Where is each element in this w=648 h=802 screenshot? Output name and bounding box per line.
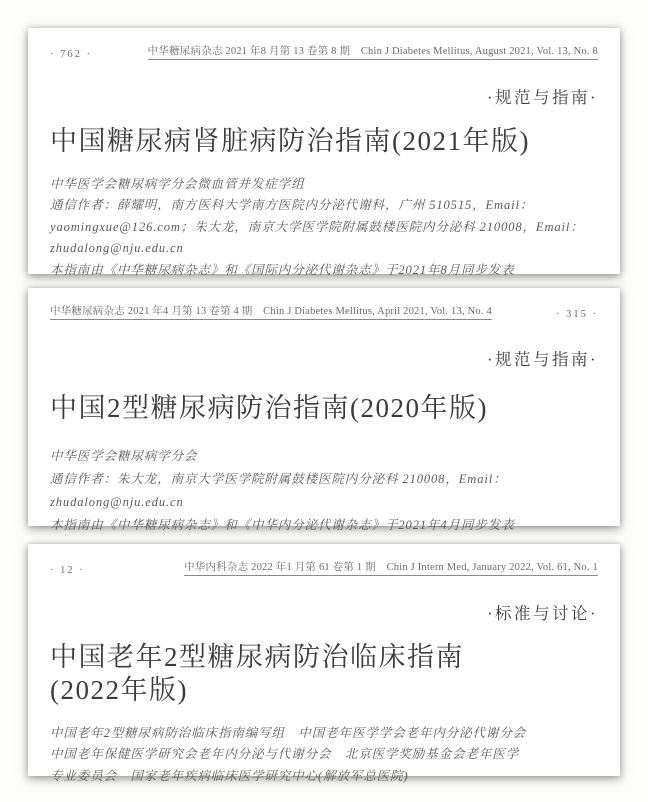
author-line: 通信作者：薛耀明，南方医科大学南方医院内分泌代谢科，广州 510515，Email：: [50, 198, 534, 213]
author-line: 通信作者：朱大龙，南京大学医学院附属鼓楼医院内分泌科 210008，Email：: [50, 472, 507, 487]
author-line: 中华医学会糖尿病学分会: [50, 448, 198, 463]
author-block: [50, 445, 598, 538]
article-title: 中国2型糖尿病防治指南(2020年版): [50, 393, 488, 423]
journal-citation-line: 中华糖尿病杂志 2021 年4 月第 13 卷第 4 期 Chin J Diabetes Mellitus, April 2021, Vol. 13, No. 4: [50, 303, 492, 320]
page-number: · 12 ·: [50, 565, 85, 576]
author-line: 本指南由《中华糖尿病杂志》和《中华内分泌代谢杂志》于2021年4月同步发表: [50, 518, 515, 533]
article-card-dkd-2021: [28, 28, 620, 277]
author-line: zhudalong@nju.edu.cn: [50, 241, 184, 256]
section-label: ·规范与指南·: [487, 350, 598, 369]
author-line: 专业委员会 国家老年疾病临床医学研究中心(解放军总医院): [50, 768, 409, 783]
author-line: 本指南由《中华糖尿病杂志》和《国际内分泌代谢杂志》于2021年8月同步发表: [50, 262, 515, 277]
article-card-elderly-t2dm-2022: [28, 544, 620, 783]
page-number: · 315 ·: [556, 309, 598, 320]
journal-header-row: [50, 303, 598, 320]
article-title-line2: (2022年版): [50, 674, 188, 705]
author-block: [50, 174, 598, 282]
journal-citation-line: 中华糖尿病杂志 2021 年8 月第 13 卷第 8 期 Chin J Diabetes Mellitus, August 2021, Vol. 13, No. 8: [148, 43, 598, 60]
author-line: zhudalong@nju.edu.cn: [50, 495, 184, 510]
author-block: [50, 723, 598, 788]
author-line: 中国老年2型糖尿病防治临床指南编写组 中国老年医学学会老年内分泌代谢分会: [50, 725, 527, 740]
author-line: 中国老年保健医学研究会老年内分泌与代谢分会 北京医学奖励基金会老年医学: [50, 747, 520, 762]
journal-header-row: [50, 559, 598, 576]
section-label: ·标准与讨论·: [487, 604, 598, 623]
article-card-t2dm-2020: [28, 288, 620, 533]
journal-header-row: [50, 43, 598, 60]
author-line: yaomingxue@126.com；朱大龙，南京大学医学院附属鼓楼医院内分泌科 210008，Email：: [50, 219, 584, 234]
author-line: 中华医学会糖尿病学分会微血管并发症学组: [50, 176, 305, 191]
journal-citation-line: 中华内科杂志 2022 年1 月第 61 卷第 1 期 Chin J Intern Med, January 2022, Vol. 61, No. 1: [184, 559, 598, 576]
section-label: ·规范与指南·: [487, 88, 598, 107]
article-title: 中国糖尿病肾脏病防治指南(2021年版): [50, 126, 530, 156]
article-title: [50, 641, 598, 707]
page-number: · 762 ·: [50, 49, 92, 60]
article-title-line1: 中国老年2型糖尿病防治临床指南: [50, 642, 464, 672]
